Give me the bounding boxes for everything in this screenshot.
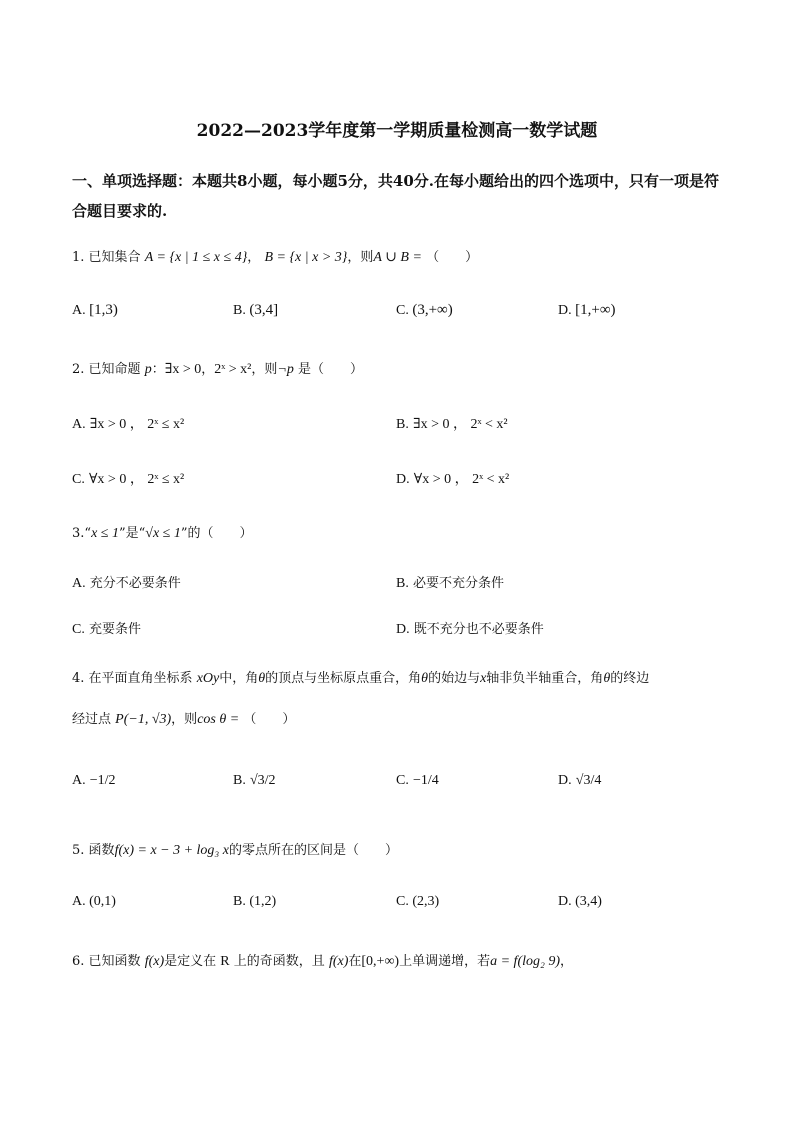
inequality-expression: 2ˣ > x²: [214, 362, 252, 377]
option-label: A.: [72, 417, 86, 432]
option-value: 既不充分也不必要条件: [413, 622, 544, 637]
function-f: f(x): [144, 954, 165, 969]
option-label: D.: [558, 303, 572, 318]
question-number: 5.: [72, 843, 85, 858]
question-text: 经过点: [72, 712, 112, 727]
option-1b: [233, 302, 278, 319]
option-value: (3,4]: [249, 302, 279, 318]
page-title: 2022—2023学年度第一学期质量检测高一数学试题: [196, 121, 598, 141]
question-text: ”是“: [118, 526, 146, 541]
question-text: 是定义在: [164, 954, 217, 969]
option-3b: [396, 572, 504, 592]
option-label: A.: [72, 576, 86, 591]
question-1: [72, 246, 478, 266]
separator: ，: [201, 362, 215, 377]
separator: ：: [151, 362, 165, 377]
question-text: 的零点所在的区间是: [229, 843, 347, 858]
option-value: (3,+∞): [412, 302, 453, 318]
option-label: D.: [558, 894, 572, 909]
question-text: 在: [348, 954, 362, 969]
question-text: 函数: [88, 843, 115, 858]
option-label: A.: [72, 773, 86, 788]
option-label: B.: [396, 576, 409, 591]
option-value: [1,+∞): [575, 302, 616, 318]
option-label: B.: [233, 894, 246, 909]
option-value: (1,2): [249, 894, 277, 909]
question-text: 已知命题: [88, 362, 141, 377]
question-text: 上的奇函数，且: [233, 954, 325, 969]
question-text: 的终边: [610, 671, 650, 686]
option-value: [1,3): [89, 302, 118, 318]
option-value: −1/2: [89, 773, 116, 788]
option-label: D.: [558, 773, 572, 788]
angle-theta: θ: [258, 671, 266, 686]
cos-expression: cos θ =: [197, 712, 240, 727]
option-label: C.: [396, 303, 409, 318]
option-value: 充要条件: [88, 622, 141, 637]
quote-mark: “: [84, 526, 92, 541]
union-expression: A ∪ B =: [373, 250, 422, 265]
negation-p: ¬p: [277, 362, 294, 377]
question-text: ，则: [171, 712, 198, 727]
question-3: [72, 522, 253, 542]
question-text: 已知集合: [88, 250, 141, 265]
option-label: D.: [396, 472, 410, 487]
interval-expression: [0,+∞): [361, 954, 400, 969]
real-set: R: [220, 954, 230, 969]
option-value: 必要不充分条件: [412, 576, 504, 591]
option-value: √3/4: [575, 773, 602, 788]
option-value: (2,3): [412, 894, 440, 909]
option-1d: [558, 302, 616, 319]
point-p: P(−1, √3): [115, 712, 172, 727]
question-2: [72, 358, 363, 378]
angle-theta: θ: [603, 671, 611, 686]
answer-blank: （ ）: [346, 843, 399, 858]
option-2a: [72, 413, 184, 433]
condition-b: √x ≤ 1: [145, 526, 181, 541]
set-b-expression: B = {x | x > 3}: [264, 250, 348, 265]
option-4b: [233, 773, 276, 789]
question-text: 是: [297, 362, 311, 377]
option-3c: [72, 618, 141, 638]
question-number: 1.: [72, 250, 85, 265]
option-1a: [72, 302, 118, 319]
a-expression: a = f(log₂ 9): [490, 954, 561, 969]
option-4a: [72, 773, 116, 789]
condition-a: x ≤ 1: [91, 526, 119, 541]
option-1c: [396, 302, 453, 319]
angle-theta: θ: [421, 671, 429, 686]
separator: ，: [247, 250, 261, 265]
option-5a: [72, 894, 116, 910]
question-text: 在平面直角坐标系: [88, 671, 193, 686]
option-3a: [72, 572, 181, 592]
answer-blank: （ ）: [243, 712, 296, 727]
option-value: (0,1): [89, 894, 116, 909]
function-f: f(x): [328, 954, 349, 969]
option-label: C.: [396, 773, 409, 788]
question-text: 上单调递增，若: [399, 954, 491, 969]
section-heading: 一、单项选择题：本题共8小题，每小题5分，共40分.在每小题给出的四个选项中，只有一项是符合题目要求的.: [72, 172, 719, 220]
question-text: 的始边与: [428, 671, 481, 686]
coordinate-system: xOy: [196, 671, 220, 686]
option-2b: [396, 413, 508, 433]
answer-blank: （ ）: [200, 526, 253, 541]
answer-blank: （ ）: [311, 362, 364, 377]
question-text: 中，角: [219, 671, 259, 686]
option-label: C.: [396, 894, 409, 909]
option-3d: [396, 618, 544, 638]
option-2c: [72, 468, 184, 488]
question-text: ，则: [347, 250, 374, 265]
question-text: 的顶点与坐标原点重合，角: [265, 671, 422, 686]
function-expression: f(x) = x − 3 + log₃ x: [114, 843, 230, 858]
option-5b: [233, 894, 276, 910]
question-text: 轴非负半轴重合，角: [486, 671, 604, 686]
option-value: ∃x > 0 ， 2ˣ ≤ x²: [89, 417, 185, 432]
option-4d: [558, 773, 601, 789]
question-5: [72, 839, 398, 859]
option-label: B.: [233, 773, 246, 788]
question-4: [72, 667, 649, 687]
option-label: C.: [72, 622, 85, 637]
option-value: 充分不必要条件: [89, 576, 181, 591]
exists-expression: ∃x > 0: [164, 362, 202, 377]
question-4-line-2: [72, 708, 295, 728]
option-label: D.: [396, 622, 410, 637]
option-value: ∀x > 0 ， 2ˣ < x²: [413, 472, 510, 487]
set-a-expression: A = {x | 1 ≤ x ≤ 4}: [144, 250, 248, 265]
option-value: ∀x > 0 ， 2ˣ ≤ x²: [88, 472, 185, 487]
question-text: 已知函数: [88, 954, 141, 969]
question-text: ，则: [251, 362, 278, 377]
question-6: [72, 950, 573, 970]
option-value: √3/2: [249, 773, 276, 788]
option-label: B.: [396, 417, 409, 432]
option-label: B.: [233, 303, 246, 318]
option-5d: [558, 894, 602, 910]
proposition-p: p: [144, 362, 152, 377]
question-number: 6.: [72, 954, 85, 969]
option-label: A.: [72, 303, 86, 318]
option-4c: [396, 773, 439, 789]
question-number: 3.: [72, 526, 85, 541]
option-label: C.: [72, 472, 85, 487]
option-value: (3,4): [575, 894, 602, 909]
x-axis-symbol: x: [480, 671, 487, 686]
option-value: ∃x > 0 ， 2ˣ < x²: [412, 417, 508, 432]
option-label: A.: [72, 894, 86, 909]
question-text: ”的: [180, 526, 201, 541]
option-value: −1/4: [412, 773, 439, 788]
question-number: 2.: [72, 362, 85, 377]
option-2d: [396, 468, 509, 488]
option-5c: [396, 894, 439, 910]
question-number: 4.: [72, 671, 85, 686]
separator: ，: [560, 954, 574, 969]
answer-blank: （ ）: [426, 250, 479, 265]
